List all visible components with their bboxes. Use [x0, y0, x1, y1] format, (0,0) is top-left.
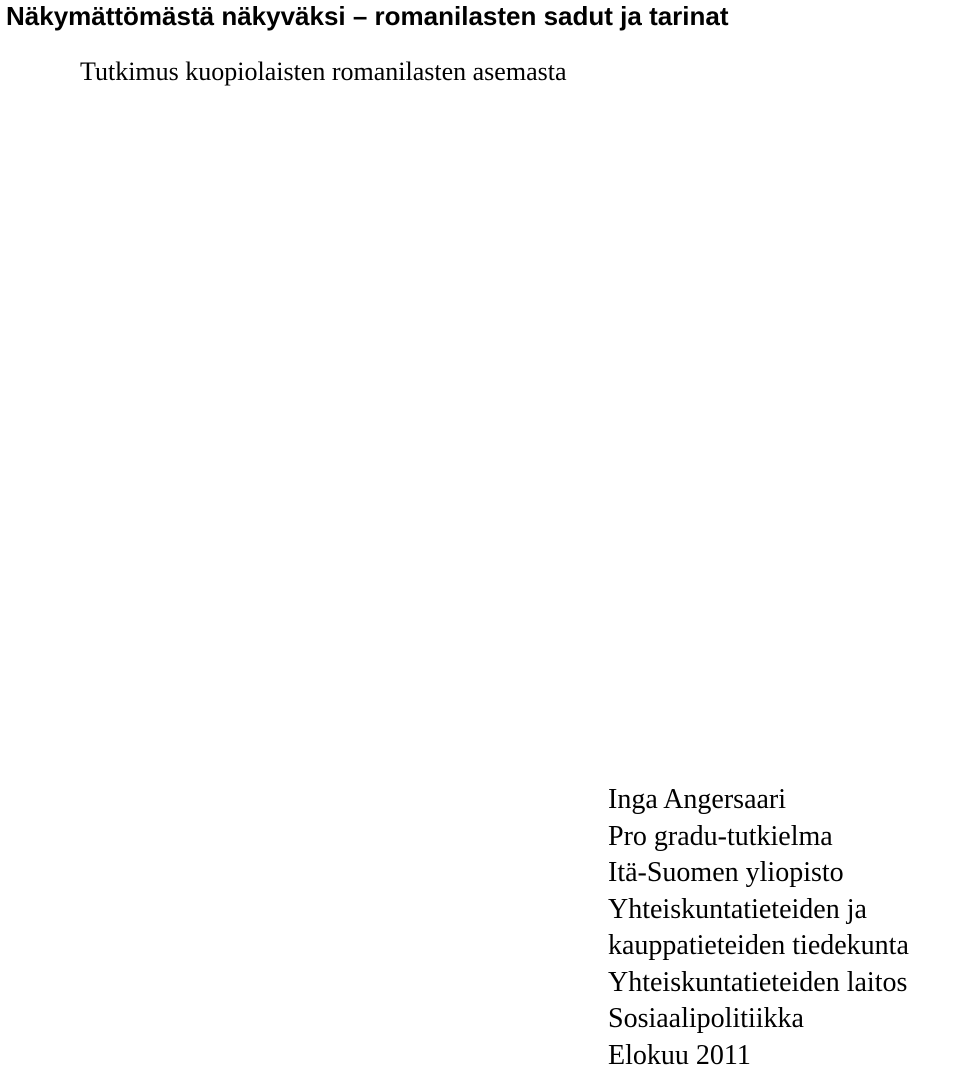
author-name: Inga Angersaari [608, 784, 787, 815]
page-title: Näkymättömästä näkyväksi – romanilasten sadut ja tarinat [6, 1, 729, 31]
faculty-line-1: Yhteiskuntatieteiden ja [608, 893, 867, 925]
faculty-line-2: kauppatieteiden tiedekunta [608, 930, 909, 961]
subject-name: Sosiaalipolitiikka [608, 1003, 804, 1034]
university-name: Itä-Suomen yliopisto [608, 857, 844, 888]
author-info-block [608, 782, 909, 1074]
page-subtitle: Tutkimus kuopiolaisten romanilasten asemasta [80, 57, 567, 86]
thesis-date: Elokuu 2011 [608, 1039, 751, 1071]
thesis-type: Pro gradu-tutkielma [608, 820, 833, 852]
department-name: Yhteiskuntatieteiden laitos [608, 966, 908, 998]
